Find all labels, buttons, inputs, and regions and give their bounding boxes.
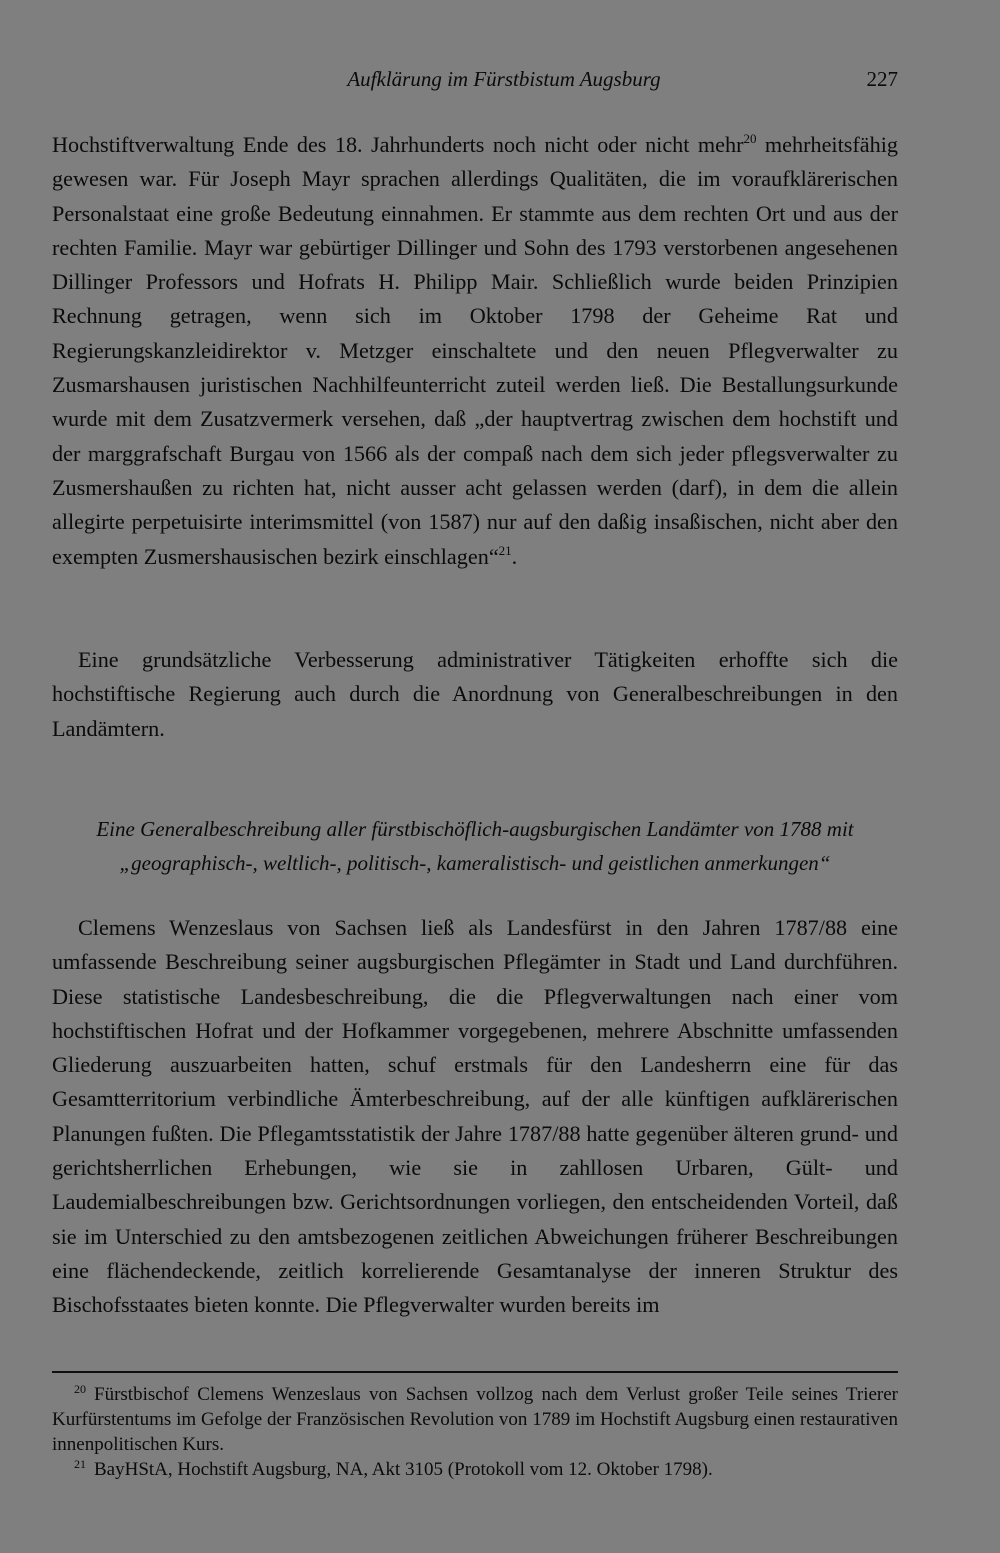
paragraph-text: Hochstiftverwaltung Ende des 18. Jahrhunderts noch nicht oder nicht mehr xyxy=(52,132,744,157)
footnote-20: 20 Fürstbischof Clemens Wenzeslaus von Sachsen vollzog nach dem Verlust großer Teile seines Trierer Kurfürstentums im Gefolge der Französischen Revolution von 1789 im Hochstift Augsburg einen restaurativen innenpolitischen Kurs. xyxy=(52,1382,898,1455)
section-heading-line-2: „geographisch-, weltlich-, politisch-, kameralistisch- und geistlichen anmerkungen“ xyxy=(119,851,831,875)
running-title: Aufklärung im Fürstbistum Augsburg xyxy=(347,67,661,91)
paragraph: Eine grundsätzliche Verbesserung administrativer Tätigkeiten erhoffte sich die hochstiftische Regierung auch durch die Anordnung von Generalbeschreibungen in den Landämtern. xyxy=(52,647,898,741)
paragraph xyxy=(52,128,898,574)
footnote-21: 21 BayHStA, Hochstift Augsburg, NA, Akt 3105 (Protokoll vom 12. Oktober 1798). xyxy=(74,1457,713,1480)
body-paragraph-continued xyxy=(52,128,898,574)
footnote-separator xyxy=(52,1371,898,1373)
paragraph-text-end: . xyxy=(511,543,518,569)
page-number: 227 xyxy=(866,67,898,91)
footnote-marker-20: 20 xyxy=(743,131,757,146)
paragraph: Clemens Wenzeslaus von Sachsen ließ als Landesfürst in den Jahren 1787/88 eine umfassende Beschreibung seiner augsburgischen Pflegämter in Stadt und Land durchführen. Diese statistische Landesbeschreibung, die die Pflegverwaltungen nach einer vom hochstiftischen Hofrat und der Hofkammer vorgegebenen, mehrere Abschnitte umfassenden Gliederung auszuarbeiten hatten, schuf erstmals für den Landesherrn eine für das Gesamtterritorium verbindliche Ämterbeschreibung, auf der alle künftigen aufklärerischen Planungen fußten. Die Pflegamtsstatistik der Jahre 1787/88 hatte gegenüber älteren grund- und gerichtsherrlichen Erhebungen, wie sie in zahllosen Urbaren, Gült- und Laudemialbeschreibungen bzw. Gerichtsordnungen vorliegen, den entscheidenden Vorteil, daß sie im Unterschied zu den amtsbezogenen zeitlichen Abweichungen früherer Beschreibungen eine flächendeckende, zeitlich korrelierende Gesamtanalyse der inneren Struktur des Bischofsstaates bieten konnte. Die Pflegverwalter wurden bereits im xyxy=(52,915,898,1318)
body-paragraph xyxy=(52,911,898,1323)
body-paragraph xyxy=(52,643,898,746)
section-heading xyxy=(52,812,898,880)
section-heading-line-1: Eine Generalbeschreibung aller fürstbischöflich-augsburgischen Landämter von 1788 mit xyxy=(96,817,854,841)
footnote-text: Fürstbischof Clemens Wenzeslaus von Sachsen vollzog nach dem Verlust großer Teile seines Trierer Kurfürstentums im Gefolge der Französischen Revolution von 1789 im Hochstift Augsburg einen restaurativen innenpolitischen Kurs. xyxy=(52,1384,898,1455)
footnote-text: BayHStA, Hochstift Augsburg, NA, Akt 3105 (Protokoll vom 12. Oktober 1798). xyxy=(94,1459,713,1480)
running-head xyxy=(50,62,898,96)
footnote-marker-21: 21 xyxy=(498,542,512,558)
paragraph-text: mehrheitsfähig gewesen war. Für Joseph Mayr sprachen allerdings Qualitäten, die im voraufklärerischen Personalstaat eine große Bedeutung einnahmen. Er stammte aus dem rechten Ort und aus der rechten Familie. Mayr war gebürtiger Dillinger und Sohn des 1793 verstorbenen angesehenen Dillinger Professors und Hofrats H. Philipp Mair. Schließlich wurde beiden Prinzipien Rechnung getragen, wenn sich im Oktober 1798 der Geheime Rat und Regierungskanzleidirektor v. Metzger einschaltete und den neuen Pflegverwalter zu Zusmarshausen juristischen Nachhilfeunterricht zuteil werden ließ. Die Bestallungsurkunde wurde mit dem Zusatzvermerk versehen, daß „der hauptvertrag zwischen dem hochstift und der marggrafschaft Burgau von 1566 als der compaß nach dem sich jeder pflegsverwalter zu Zusmershaußen zu richten hat, nicht ausser acht gelassen werden (darf), in dem die allein allegirte perpetuisirte interimsmittel (von 1587) nur auf den daßig insaßischen, nicht aber den exempten Zusmershausischen bezirk einschlagen“ xyxy=(52,132,898,569)
footnotes xyxy=(52,1382,898,1482)
